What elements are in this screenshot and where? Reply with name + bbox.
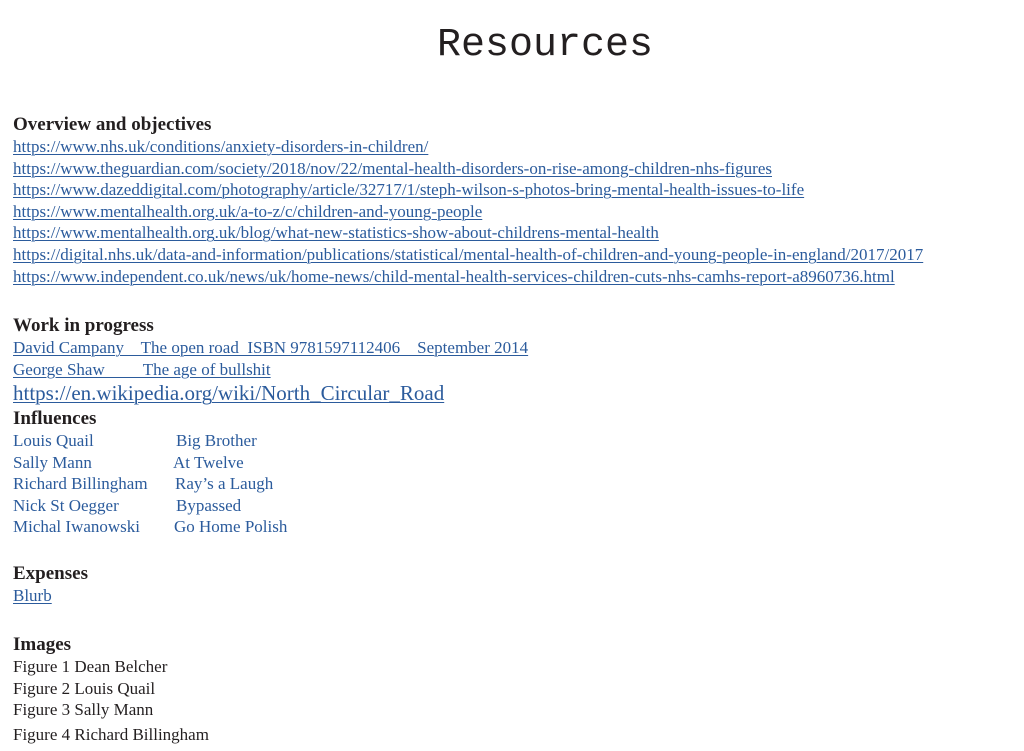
work-in-progress-link[interactable]: George Shaw The age of bullshit: [13, 359, 271, 379]
work-in-progress-heading: Work in progress: [13, 315, 154, 336]
influence-work: At Twelve: [173, 452, 244, 472]
wikipedia-link[interactable]: https://en.wikipedia.org/wiki/North_Circular_Road: [13, 381, 445, 406]
overview-heading: Overview and objectives: [13, 114, 212, 135]
figure-caption: Figure 2 Louis Quail: [13, 678, 156, 698]
influence-artist: Sally Mann: [13, 452, 92, 472]
figure-caption: Figure 4 Richard Billingham: [13, 724, 209, 744]
influence-link[interactable]: [13, 495, 1024, 517]
expenses-heading: Expenses: [13, 563, 88, 584]
influence-work: Go Home Polish: [174, 517, 288, 537]
influences-heading: Influences: [13, 408, 97, 429]
overview-section: [13, 114, 1024, 287]
influence-link[interactable]: [13, 452, 1024, 474]
overview-link[interactable]: https://digital.nhs.uk/data-and-information/publications/statistical/mental-health-of-children-and-young-people-in-england/2017/2017: [13, 244, 924, 264]
overview-link[interactable]: https://www.nhs.uk/conditions/anxiety-disorders-in-children/: [13, 137, 429, 156]
influence-link[interactable]: [13, 516, 1024, 538]
overview-link[interactable]: https://www.theguardian.com/society/2018/nov/22/mental-health-disorders-on-rise-among-children-nhs-figures: [13, 158, 772, 178]
blurb-link[interactable]: Blurb: [13, 586, 52, 605]
influence-artist: Richard Billingham: [13, 474, 148, 494]
influences-section: [13, 408, 1024, 538]
influence-work: Big Brother: [176, 431, 257, 450]
overview-link[interactable]: https://www.dazeddigital.com/photography/article/32717/1/steph-wilson-s-photos-bring-mental-health-issues-to-life: [13, 180, 805, 200]
influence-artist: Louis Quail: [13, 431, 94, 450]
overview-link[interactable]: https://www.mentalhealth.org.uk/a-to-z/c/children-and-young-people: [13, 201, 483, 221]
figure-caption: Figure 1 Dean Belcher: [13, 657, 168, 676]
overview-link[interactable]: https://www.independent.co.uk/news/uk/home-news/child-mental-health-services-children-cuts-nhs-camhs-report-a8960736.html: [13, 266, 895, 286]
influence-link[interactable]: [13, 430, 1024, 452]
influence-work: Ray’s a Laugh: [175, 474, 274, 494]
influence-work: Bypassed: [176, 495, 242, 515]
overview-link[interactable]: https://www.mentalhealth.org.uk/blog/what-new-statistics-show-about-childrens-mental-health: [13, 223, 659, 243]
influence-artist: Nick St Oegger: [13, 495, 119, 515]
figure-caption: Figure 3 Sally Mann: [13, 700, 154, 720]
images-heading: Images: [13, 634, 72, 655]
page-title: Resources: [436, 23, 654, 68]
work-in-progress-link[interactable]: David Campany The open road ISBN 9781597112406 September 2014: [13, 338, 529, 357]
expenses-section: [13, 563, 1024, 607]
images-section: [13, 634, 1024, 745]
influence-artist: Michal Iwanowski: [13, 517, 141, 537]
work-in-progress-section: [13, 315, 1024, 407]
influence-link[interactable]: [13, 473, 1024, 495]
